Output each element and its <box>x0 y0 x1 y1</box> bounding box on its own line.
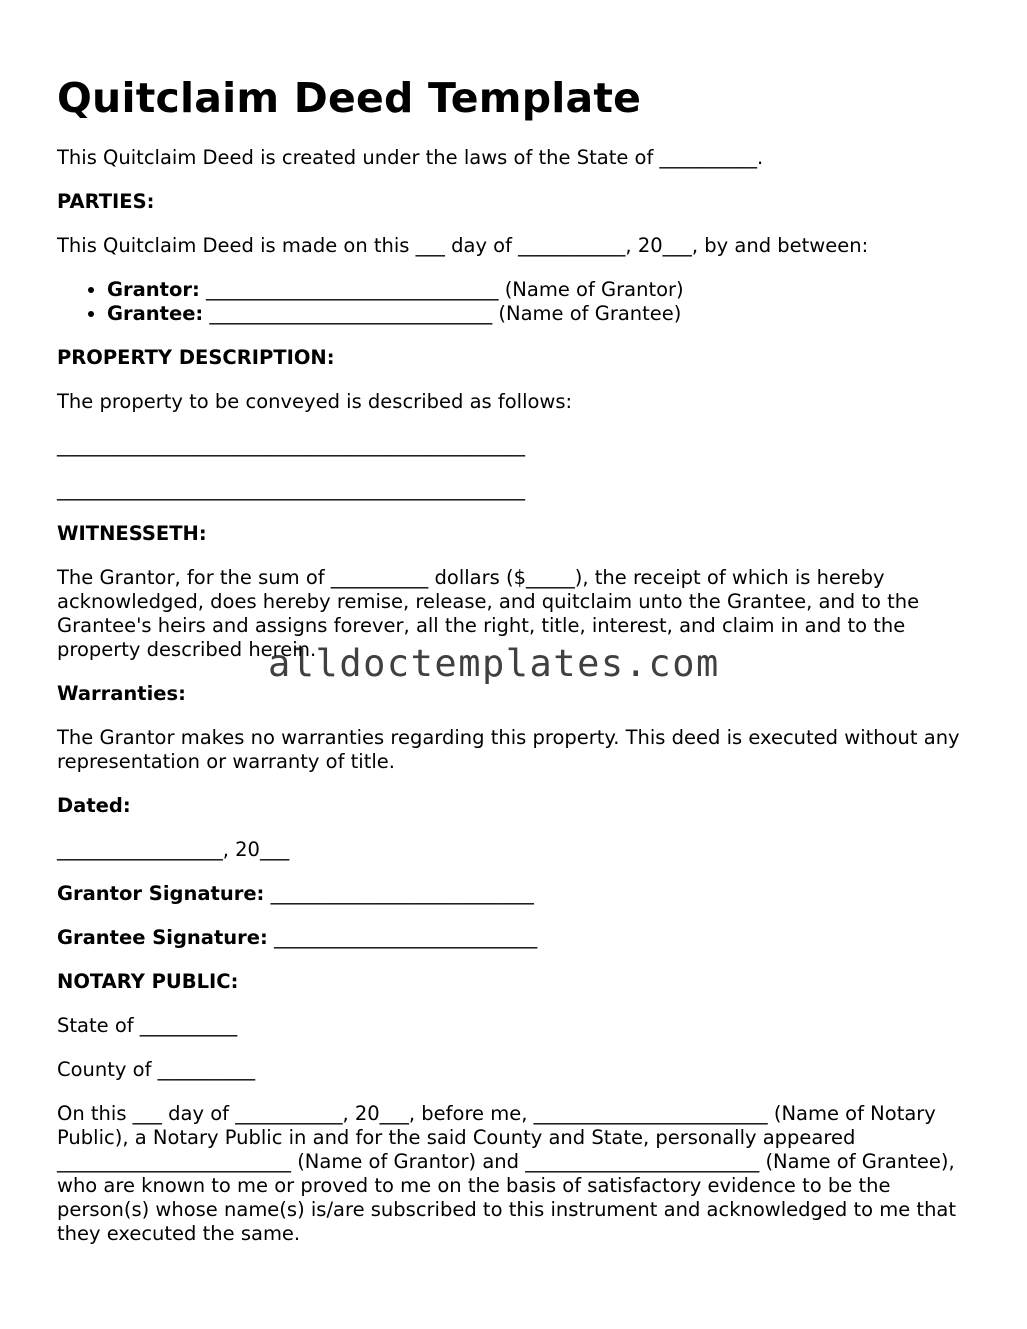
grantor-signature-row <box>57 882 972 906</box>
grantor-blank: ______________________________ (Name of Grantor) <box>206 278 684 301</box>
property-line-1: ________________________________________________ <box>57 434 525 457</box>
grantor-label: Grantor: <box>107 278 200 301</box>
parties-made-on-text: This Quitclaim Deed is made on this ___ day of ___________, 20___, by and between: <box>57 234 869 257</box>
grantee-signature-label: Grantee Signature: <box>57 926 268 949</box>
grantee-label: Grantee: <box>107 302 204 325</box>
intro-text: This Quitclaim Deed is created under the laws of the State of __________. <box>57 146 764 169</box>
document-title: Quitclaim Deed Template <box>57 74 642 122</box>
notary-heading: NOTARY PUBLIC: <box>57 970 239 993</box>
property-line-2: ________________________________________________ <box>57 478 525 501</box>
parties-heading: PARTIES: <box>57 190 155 213</box>
notary-state: State of __________ <box>57 1014 238 1037</box>
notary-county: County of __________ <box>57 1058 256 1081</box>
document-page <box>57 0 972 1246</box>
warranties-heading: Warranties: <box>57 682 186 705</box>
dated-heading: Dated: <box>57 794 131 817</box>
property-heading: PROPERTY DESCRIPTION: <box>57 346 335 369</box>
grantor-list-item <box>107 278 972 302</box>
grantee-signature-row <box>57 926 972 950</box>
grantee-signature-line: ___________________________ <box>274 926 538 949</box>
warranties-text: The Grantor makes no warranties regarding this property. This deed is executed without any representation or warranty of title. <box>57 726 960 773</box>
grantor-signature-label: Grantor Signature: <box>57 882 265 905</box>
witnesseth-text: The Grantor, for the sum of __________ dollars ($_____), the receipt of which is hereby acknowledged, does hereby remise, release, and quitclaim unto the Grantee, and to the Grantee's heirs and assigns forever, all the right, title, interest, and claim in and to the property described herein. <box>57 566 920 661</box>
dated-line: _________________, 20___ <box>57 838 290 861</box>
grantee-blank: _____________________________ (Name of Grantee) <box>209 302 682 325</box>
grantee-list-item <box>107 302 972 326</box>
parties-list <box>57 278 972 326</box>
property-text: The property to be conveyed is described as follows: <box>57 390 573 413</box>
watermark: alldoctemplates.com <box>268 642 720 685</box>
witnesseth-heading: WITNESSETH: <box>57 522 207 545</box>
notary-text: On this ___ day of ___________, 20___, before me, ________________________ (Name of Notary Public), a Notary Public in and for the said County and State, personally appeared ________________________ (Name of Grantor) and ________________________ (Name of Grantee), who are known to me or proved to me on the basis of satisfactory evidence to be the person(s) whose name(s) is/are subscribed to this instrument and acknowledged to me that they executed the same. <box>57 1102 957 1245</box>
grantor-signature-line: ___________________________ <box>270 882 534 905</box>
